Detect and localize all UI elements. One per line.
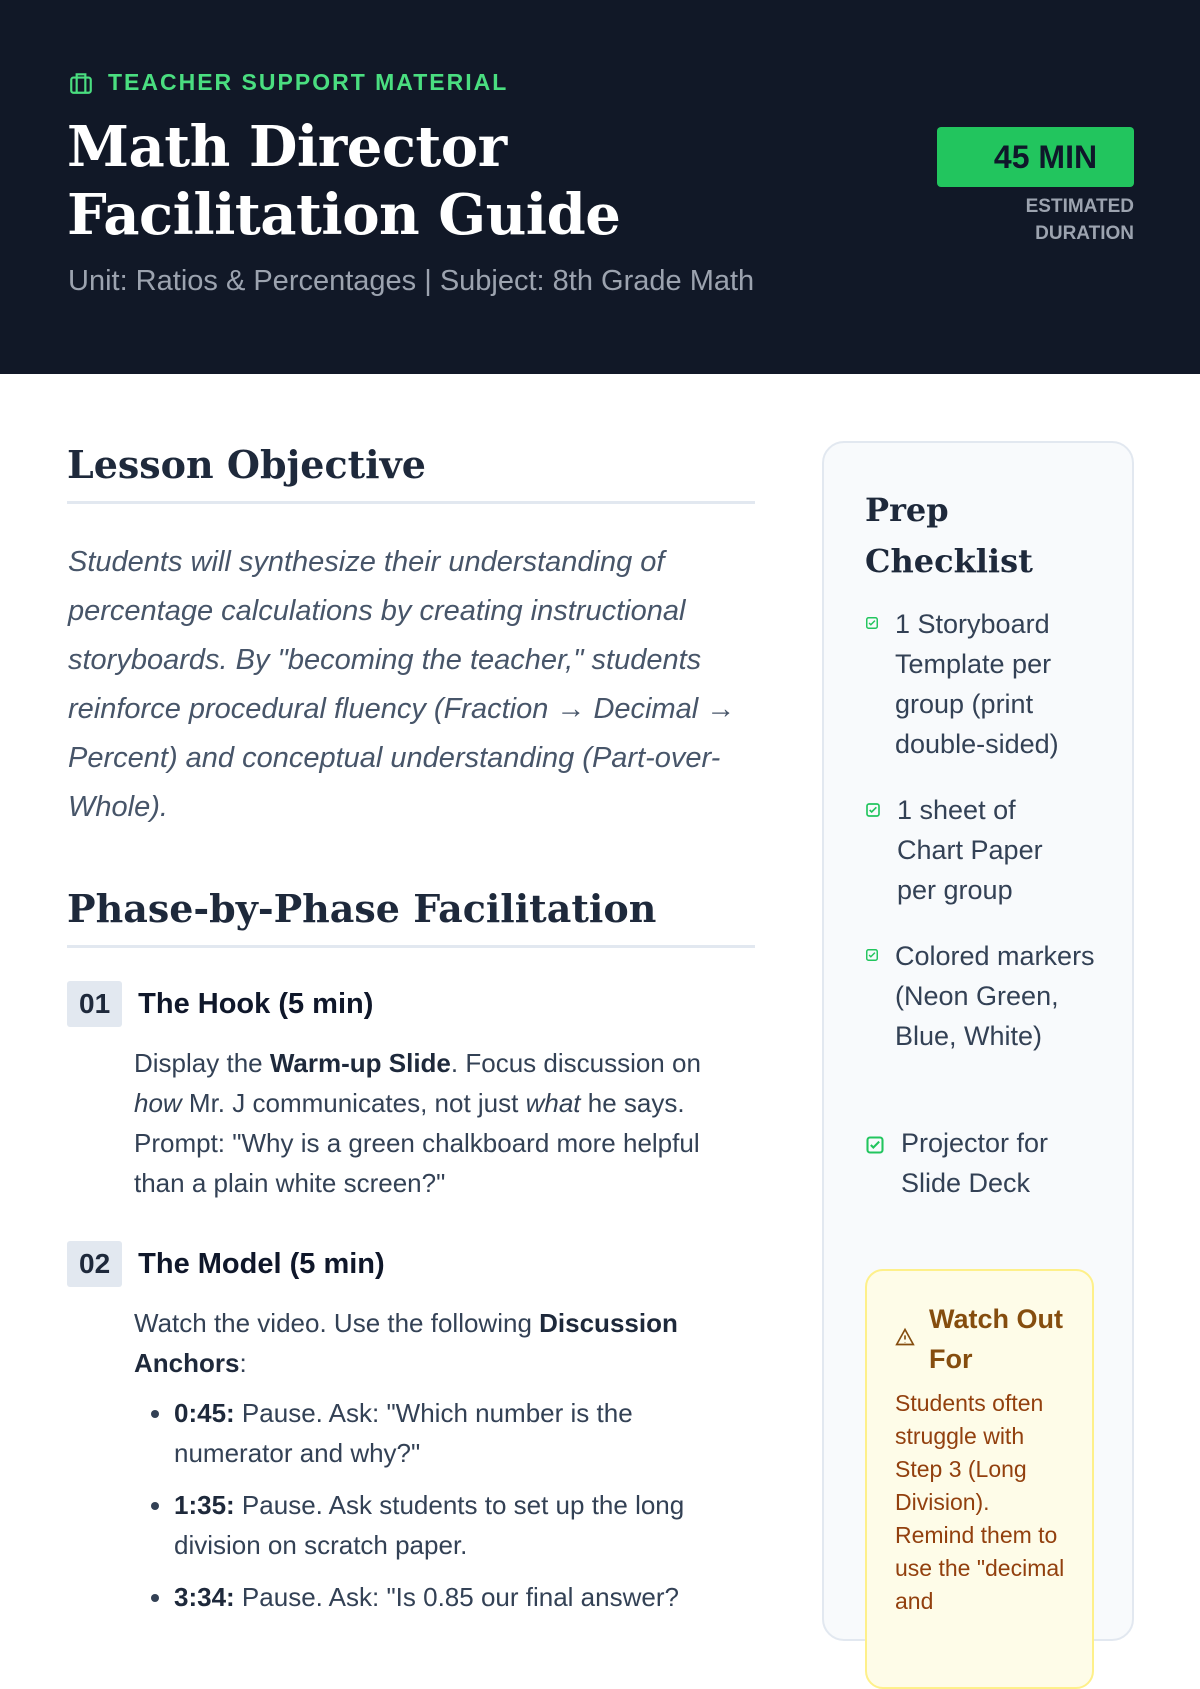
anchor-item: • 1:35: Pause. Ask students to set up the long division on scratch paper.: [174, 1485, 754, 1565]
objective-heading: Lesson Objective: [67, 442, 755, 504]
anchor-item: • 0:45: Pause. Ask: "Which number is the numerator and why?": [174, 1393, 754, 1473]
checkbox-icon: [865, 948, 879, 962]
checklist-item: 1 sheet of Chart Paper per group: [865, 790, 1065, 910]
page-subtitle: Unit: Ratios & Percentages | Subject: 8th Grade Math: [68, 265, 755, 297]
alert-title: Watch Out For: [929, 1304, 1063, 1374]
checklist-item: Projector for Slide Deck: [865, 1123, 1095, 1203]
phases-heading: Phase-by-Phase Facilitation: [67, 886, 755, 948]
anchor-item: • 3:34: Pause. Ask: "Is 0.85 our final answer?: [174, 1577, 754, 1617]
watch-out-callout: [865, 1269, 1094, 1689]
duration-label: ESTIMATED DURATION: [1025, 196, 1134, 244]
phase-number: 01: [67, 981, 122, 1027]
prep-sidebar: [822, 441, 1134, 1641]
phase-description: Watch the video. Use the following Discussion Anchors:: [134, 1308, 678, 1378]
phase-title: The Hook (5 min): [138, 987, 374, 1020]
checkbox-icon: [865, 802, 881, 818]
phase-1: [67, 981, 767, 1203]
eyebrow-label: TEACHER SUPPORT MATERIAL: [108, 69, 509, 95]
page-title: Math Director Facilitation Guide: [67, 114, 621, 248]
discussion-anchors: [174, 1393, 754, 1617]
prep-checklist-title: Prep Checklist: [865, 491, 1033, 580]
checkbox-icon: [865, 1135, 885, 1155]
warning-icon: [895, 1327, 915, 1347]
checklist-item: Colored markers (Neon Green, Blue, White): [865, 936, 1095, 1056]
phase-number: 02: [67, 1241, 122, 1287]
phase-2: [67, 1241, 767, 1629]
briefcase-icon: [68, 70, 94, 96]
duration-badge: 45 MIN: [937, 127, 1134, 187]
objective-text: Students will synthesize their understanding of percentage calculations by creating instructional storyboards. By "becoming the teacher," students reinforce procedural fluency (Fraction → Decimal → Percent) and conceptual understanding (Part-over-Whole).: [68, 546, 736, 823]
page-header: [0, 0, 1200, 374]
checklist-item: 1 Storyboard Template per group (print double-sided): [865, 604, 1075, 764]
phase-title: The Model (5 min): [138, 1247, 385, 1280]
phase-description: Display the Warm-up Slide. Focus discussion on how Mr. J communicates, not just what he says. Prompt: "Why is a green chalkboard more helpful than a plain white screen?": [134, 1048, 701, 1198]
alert-text: Students often struggle with Step 3 (Long Division). Remind them to use the "decimal and: [895, 1390, 1065, 1614]
eyebrow: [68, 69, 508, 96]
checkbox-icon: [865, 616, 879, 630]
